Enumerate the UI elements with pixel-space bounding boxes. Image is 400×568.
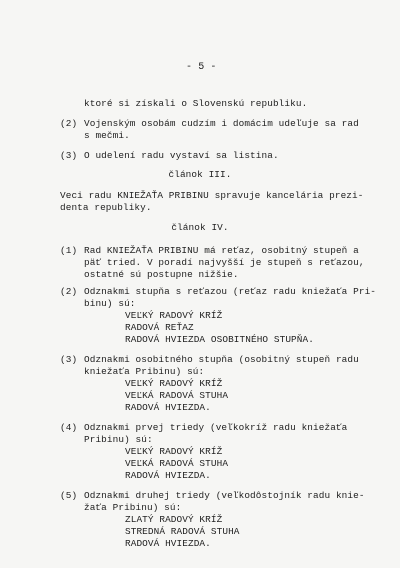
point-2-number: (2) [60,118,78,129]
p4-number: (4) [60,422,78,433]
p3-line-1: Odznakmi osobitného stupňa (osobitný stupeň radu [84,354,359,365]
p5-line-2: žaťa Pribinu) sú: [84,502,182,513]
p2-item-3: RADOVÁ HVIEZDA OSOBITNÉHO STUPŇA. [125,334,314,345]
point-3-number: (3) [60,150,78,161]
intro-line: ktoré si získali o Slovenskú republiku. [84,98,308,109]
p1-line-3: ostatné sú postupne nižšie. [84,269,239,280]
p5-item-3: RADOVÁ HVIEZDA. [125,538,211,549]
p3-item-2: VEĽKÁ RADOVÁ STUHA [125,390,229,401]
article-3-line-2: denta republiky. [60,202,152,213]
p4-line-1: Odznakmi prvej triedy (veľkokríž radu kniežaťa [84,422,348,433]
p3-line-2: kniežaťa Pribinu) sú: [84,366,205,377]
article-3-line-1: Veci radu KNIEŽAŤA PRIBINU spravuje kancelária prezi- [60,190,364,201]
p2-line-2: binu) sú: [84,298,136,309]
p2-number: (2) [60,286,78,297]
p3-item-1: VEĽKÝ RADOVÝ KRÍŽ [125,378,223,389]
p2-item-1: VEĽKÝ RADOVÝ KRÍŽ [125,310,223,321]
p4-item-1: VEĽKÝ RADOVÝ KRÍŽ [125,446,223,457]
p3-item-3: RADOVÁ HVIEZDA. [125,402,211,413]
point-2-line-1: Vojenským osobám cudzím i domácim udeľuje sa rad [84,118,359,129]
page-number: - 5 - [186,62,217,73]
p4-item-3: RADOVÁ HVIEZDA. [125,470,211,481]
p2-line-1: Odznakmi stupňa s reťazou (reťaz radu kniežaťa Pri- [84,286,377,297]
p1-line-2: päť tried. V poradí najvyšší je stupeň s reťazou, [84,257,365,268]
p2-item-2: RADOVÁ REŤAZ [125,322,194,333]
article-4-heading: článok IV. [171,222,229,233]
p1-line-1: Rad KNIEŽAŤA PRIBINU má reťaz, osobitný stupeň a [84,245,359,256]
p5-item-2: STREDNÁ RADOVÁ STUHA [125,526,240,537]
p5-item-1: ZLATÝ RADOVÝ KRÍŽ [125,514,223,525]
p1-number: (1) [60,245,78,256]
p5-line-1: Odznakmi druhej triedy (veľkodôstojník radu knie- [84,490,365,501]
point-2-line-2: s mečmi. [84,130,130,141]
p4-line-2: Pribinu) sú: [84,434,153,445]
p5-number: (5) [60,490,78,501]
p3-number: (3) [60,354,78,365]
p4-item-2: VEĽKÁ RADOVÁ STUHA [125,458,229,469]
article-3-heading: článok III. [168,169,232,180]
point-3-line-1: O udelení radu vystaví sa listina. [84,150,279,161]
